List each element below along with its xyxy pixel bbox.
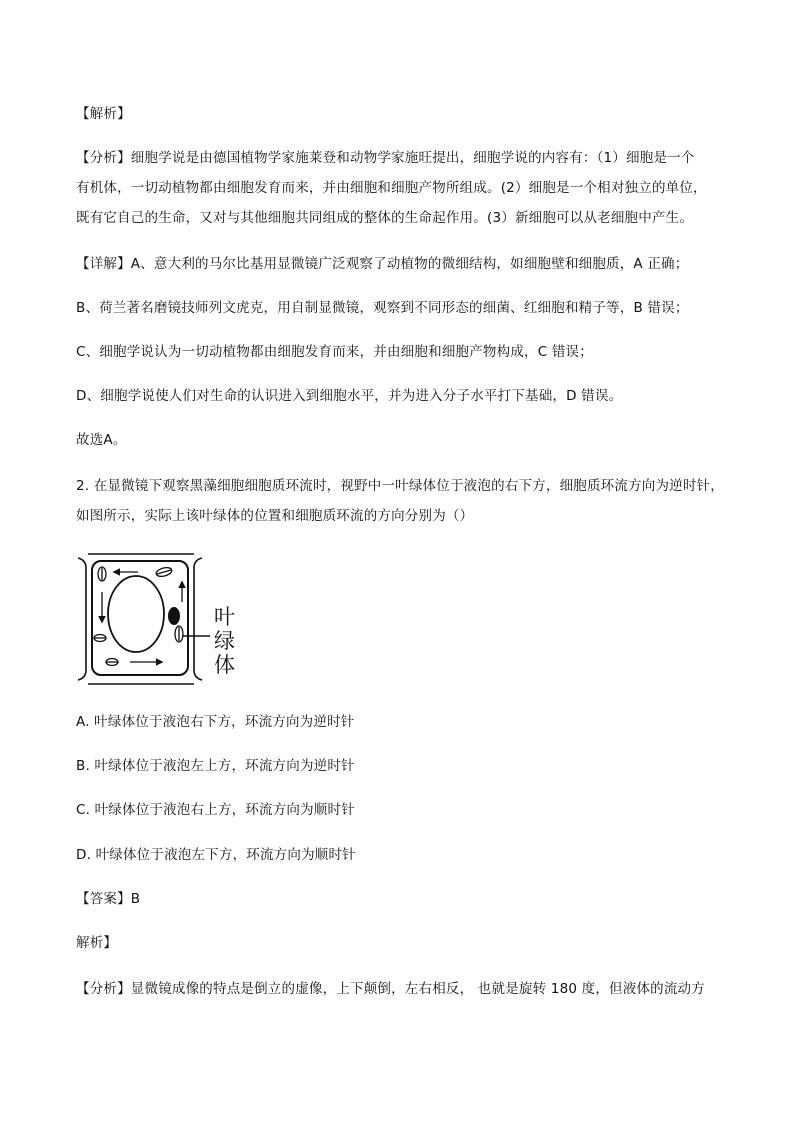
option-c: C. 叶绿体位于液泡右上方，环流方向为顺时针 [76, 802, 355, 818]
analysis-text-line-2: 有机体，一切动植物都由细胞发育而来，并由细胞和细胞产物所组成。(2）细胞是一个相对独立的单位， [76, 180, 707, 196]
question-2-stem-line-1: 2. 在显微镜下观察黑藻细胞细胞质环流时，视野中一叶绿体位于液泡的右下方，细胞质环流方向为逆时针， [76, 478, 724, 494]
analysis-heading-2: 解析】 [76, 935, 118, 951]
detail-line-b: B、荷兰著名磨镜技师列文虎克，用自制显微镜，观察到不同形态的细菌、红细胞和精子等，B 错误； [76, 300, 689, 316]
detail-line-d: D、细胞学说使人们对生命的认识进入到细胞水平，并为进入分子水平打下基础，D 错误。 [76, 388, 623, 404]
outer-wall-right [194, 558, 202, 680]
analysis-heading: 【解析】 [76, 106, 131, 122]
option-a: A. 叶绿体位于液泡右下方，环流方向为逆时针 [76, 714, 355, 730]
label-char-1: 叶 [214, 605, 235, 629]
question-2-stem-line-2: 如图所示，实际上该叶绿体的位置和细胞质环流的方向分别为（） [76, 508, 474, 524]
detail-conclusion: 故选A。 [76, 432, 127, 448]
detail-line-a: 【详解】A、意大利的马尔比基用显微镜广泛观察了动植物的微细结构，如细胞壁和细胞质，A 正确； [76, 256, 689, 272]
analysis-text-line-3: 既有它自己的生命，又对与其他细胞共同组成的整体的生命起作用。(3）新细胞可以从老细胞中产生。 [76, 210, 694, 226]
label-char-2: 绿 [214, 629, 235, 653]
analysis-text-line-1: 【分析】细胞学说是由德国植物学家施莱登和动物学家施旺提出，细胞学说的内容有：（1）细胞是一个 [76, 150, 695, 166]
cell-diagram-svg [78, 552, 258, 688]
vacuole [108, 576, 164, 652]
option-d: D. 叶绿体位于液泡左下方，环流方向为顺时针 [76, 847, 356, 863]
cell-diagram [78, 552, 258, 688]
label-char-3: 体 [214, 653, 235, 677]
outer-wall-left [78, 558, 86, 680]
nucleus [168, 607, 180, 625]
detail-line-c: C、细胞学说认为一切动植物都由细胞发育而来，并由细胞和细胞产物构成，C 错误； [76, 344, 593, 360]
analysis-2-line-1: 【分析】显微镜成像的特点是倒立的虚像，上下颠倒，左右相反， 也就是旋转 180 度，但液体的流动方 [76, 981, 705, 997]
option-b: B. 叶绿体位于液泡左上方，环流方向为逆时针 [76, 758, 355, 774]
answer: 【答案】B [76, 891, 141, 907]
